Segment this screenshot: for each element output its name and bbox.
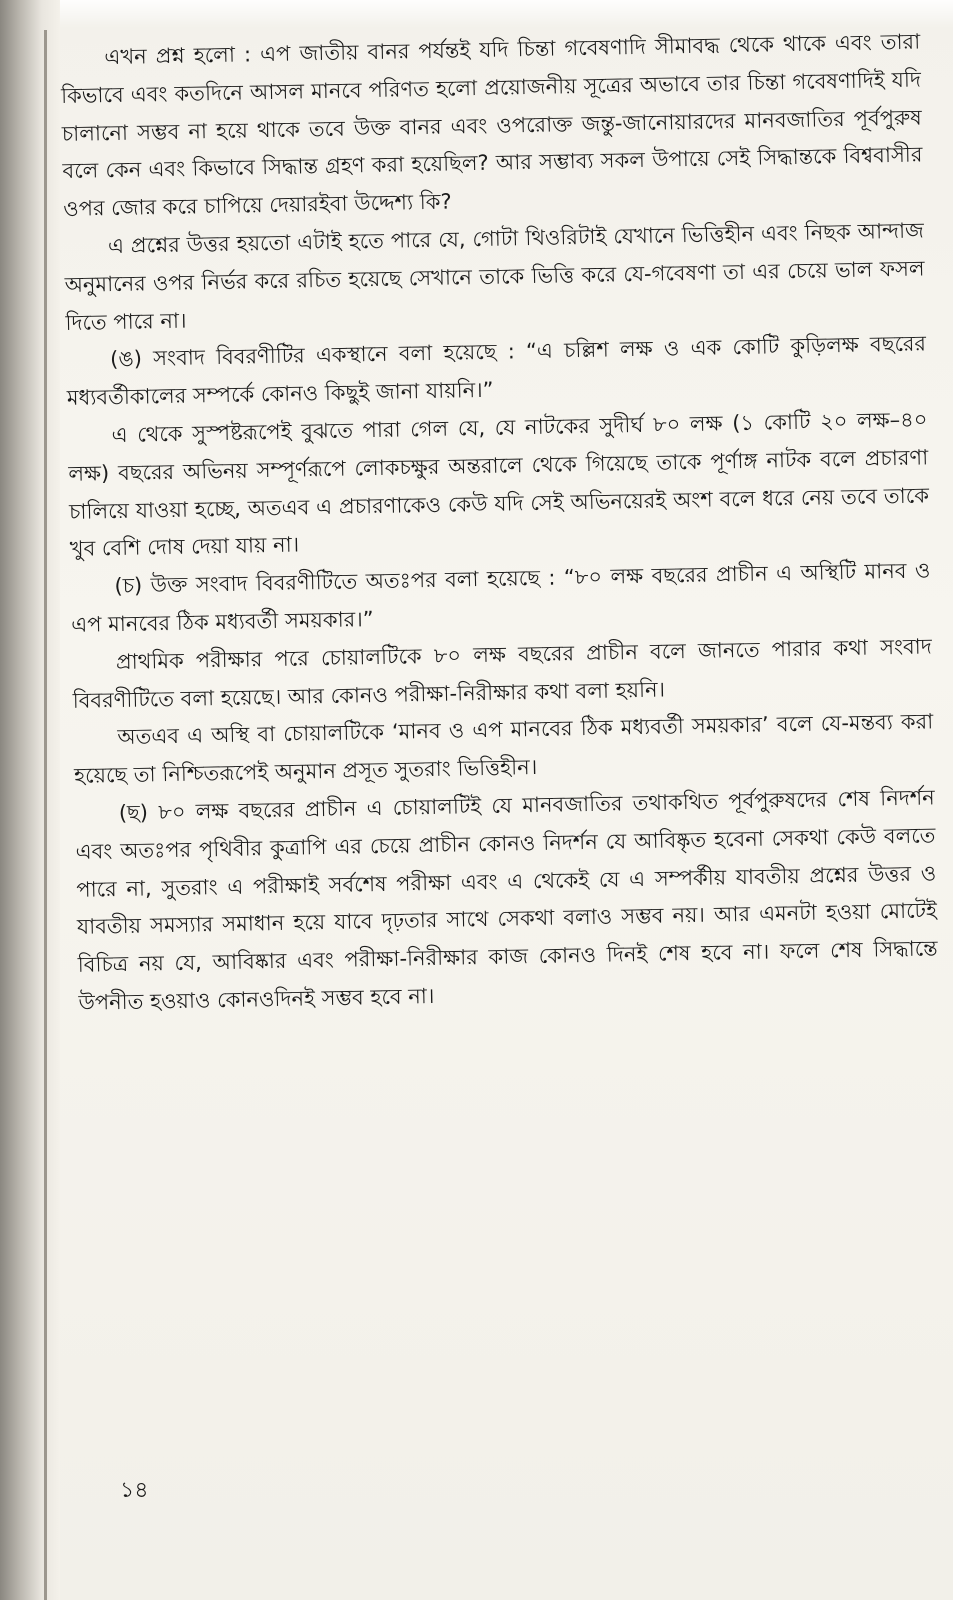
paragraph-3: (ঙ) সংবাদ বিবরণীটির একস্থানে বলা হয়েছে : “এ চল্লিশ লক্ষ ও এক কোটি কুড়িলক্ষ বছরের মধ্যবর্তীকালের সম্পর্কে কোনও কিছুই জানা যায়নি।” bbox=[66, 331, 927, 411]
paragraph-4: এ থেকে সুস্পষ্টরূপেই বুঝতে পারা গেল যে, যে নাটকের সুদীর্ঘ ৮০ লক্ষ (১ কোটি ২০ লক্ষ–৪০ লক্ষ) বছরের অভিনয় সম্পূর্ণরূপে লোকচক্ষুর অন্তরালে থেকে গিয়েছে তাকে পূর্ণাঙ্গ নাটক বলে প্রচারণা চালিয়ে যাওয়া হচ্ছে, অতএব এ প্রচারণাকেও কেউ যদি সেই অভিনয়েরই অংশ বলে ধরে নেয় তবে তাকে খুব বেশি দোষ দেয়া যায় না। bbox=[68, 407, 930, 562]
page-body-text bbox=[60, 23, 939, 1022]
page-top-glare bbox=[60, 0, 953, 28]
paragraph-1: এখন প্রশ্ন হলো : এপ জাতীয় বানর পর্যন্তই যদি চিন্তা গবেষণাদি সীমাবদ্ধ থেকে থাকে এবং তারা কিভাবে এবং কতদিনে আসল মানবে পরিণত হলো প্রয়োজনীয় সূত্রের অভাবে তার চিন্তা গবেষণাদিই যদি চালানো সম্ভব না হয়ে থাকে তবে উক্ত বানর এবং ওপরোক্ত জন্তু-জানোয়ারদের মানবজাতির পূর্বপুরুষ বলে কেন এবং কিভাবে সিদ্ধান্ত গ্রহণ করা হয়েছিল? আর সম্ভাব্য সকল উপায়ে সেই সিদ্ধান্তকে বিশ্ববাসীর ওপর জোর করে চাপিয়ে দেয়ারইবা উদ্দেশ্য কি? bbox=[60, 29, 923, 222]
paragraph-6: প্রাথমিক পরীক্ষার পরে চোয়ালটিকে ৮০ লক্ষ বছরের প্রাচীন বলে জানতে পারার কথা সংবাদ বিবরণীটিতে বলা হয়েছে। আর কোনও পরীক্ষা-নিরীক্ষার কথা বলা হয়নি। bbox=[72, 634, 933, 713]
paragraph-5: (চ) উক্ত সংবাদ বিবরণীটিতে অতঃপর বলা হয়েছে : “৮০ লক্ষ বছরের প্রাচীন এ অস্থিটি মানব ও এপ মানবের ঠিক মধ্যবর্তী সময়কার।” bbox=[70, 558, 931, 637]
page-number: ১৪ bbox=[120, 1478, 149, 1503]
paragraph-7: অতএব এ অস্থি বা চোয়ালটিকে ‘মানব ও এপ মানবের ঠিক মধ্যবর্তী সময়কার’ বলে যে-মন্তব্য করা হয়েছে তা নিশ্চিতরূপেই অনুমান প্রসূত সুতরাং ভিত্তিহীন। bbox=[73, 709, 934, 789]
paragraph-2: এ প্রশ্নের উত্তর হয়তো এটাই হতে পারে যে, গোটা থিওরিটাই যেখানে ভিত্তিহীন এবং নিছক আন্দাজ অনুমানের ওপর নির্ভর করে রচিত হয়েছে সেখানে তাকে ভিত্তি করে যে-গবেষণা তা এর চেয়ে ভাল ফসল দিতে পারে না। bbox=[64, 218, 925, 335]
paragraph-8: (ছ) ৮০ লক্ষ বছরের প্রাচীন এ চোয়ালটিই যে মানবজাতির তথাকথিত পূর্বপুরুষদের শেষ নিদর্শন এবং অতঃপর পৃথিবীর কুত্রাপি এর চেয়ে প্রাচীন কোনও নিদর্শন যে আবিষ্কৃত হবেনা সেকথা কেউ বলতে পারে না, সুতরাং এ পরীক্ষাই সর্বশেষ পরীক্ষা এবং এ থেকেই যে এ সম্পর্কীয় যাবতীয় প্রশ্নের উত্তর ও যাবতীয় সমস্যার সমাধান হয়ে যাবে দৃঢ়তার সাথে সেকথা বলাও সম্ভব নয়। আর এমনটা হওয়া মোটেই বিচিত্র নয় যে, আবিষ্কার এবং পরীক্ষা-নিরীক্ষার কাজ কোনও দিনই শেষ হবে না। ফলে শেষ সিদ্ধান্তে উপনীত হওয়াও কোনওদিনই সম্ভব হবে না। bbox=[75, 785, 938, 1015]
book-spine-edge bbox=[0, 0, 60, 1600]
